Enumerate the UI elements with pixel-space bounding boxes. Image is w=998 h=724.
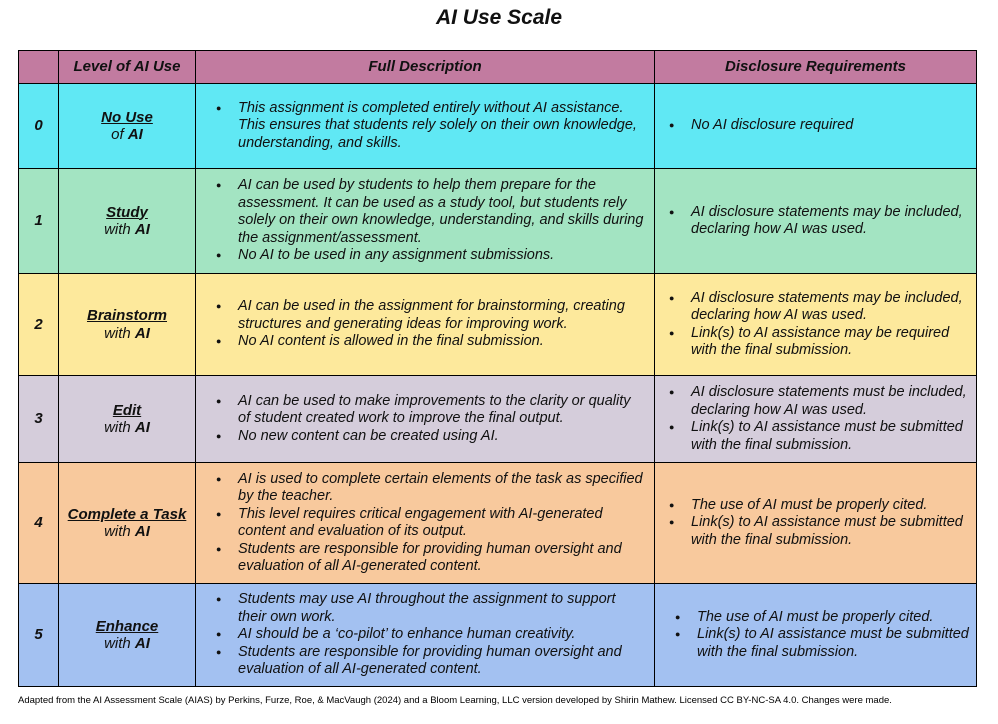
level-cell — [59, 169, 196, 274]
level-name: No Use — [101, 108, 153, 126]
description-cell — [196, 84, 655, 169]
list-item: ● No AI disclosure required — [655, 117, 976, 135]
level-prefix: of — [111, 126, 124, 143]
level-name: Brainstorm — [86, 307, 168, 324]
level-prefix: with — [104, 523, 131, 540]
level-prefix: with — [104, 324, 131, 342]
description-cell — [196, 463, 655, 584]
level-cell — [59, 274, 196, 376]
level-number: 1 — [19, 169, 59, 274]
level-cell — [59, 376, 196, 463]
table-row — [19, 274, 977, 376]
disclosure-cell — [655, 169, 977, 274]
list-item: ● This assignment is completed entirely without AI assistance. This ensures that students rely solely on their own knowledge, understanding, and skills. — [196, 100, 654, 153]
level-cell — [59, 584, 196, 687]
header-description: Full Description — [196, 51, 655, 84]
level-ai: AI — [134, 523, 150, 540]
list-item: ● AI is used to complete certain elements of the task as specified by the teacher. — [196, 471, 654, 506]
list-item: ● Students are responsible for providing human oversight and evaluation of all AI-generated content. — [196, 644, 654, 679]
header-level: Level of AI Use — [59, 51, 196, 84]
list-item: ● Link(s) to AI assistance must be submitted with the final submission. — [655, 419, 976, 454]
level-cell — [59, 463, 196, 584]
list-item: ● The use of AI must be properly cited. — [655, 609, 976, 627]
disclosure-cell — [655, 274, 977, 376]
level-ai: AI — [134, 419, 150, 436]
level-prefix: with — [104, 221, 131, 238]
list-item: ● No new content can be created using AI. — [196, 428, 654, 446]
level-ai: AI — [134, 324, 150, 342]
disclosure-cell — [655, 376, 977, 463]
table-row — [19, 376, 977, 463]
level-number: 2 — [19, 274, 59, 376]
level-ai: AI — [127, 126, 143, 143]
list-item: ● AI disclosure statements may be included, declaring how AI was used. — [655, 204, 976, 239]
list-item: ● AI can be used to make improvements to the clarity or quality of student created work to improve the final output. — [196, 393, 654, 428]
list-item: ● AI can be used by students to help them prepare for the assessment. It can be used as a study tool, but students rely solely on their own knowledge, understanding, and skills during the assignment/assessment. — [196, 177, 654, 247]
attribution-footer: Adapted from the AI Assessment Scale (AIAS) by Perkins, Furze, Roe, & MacVaugh (2024) and a Bloom Learning, LLC version developed by Shirin Mathew. Licensed CC BY-NC-SA 4.0. Changes were made. — [18, 695, 892, 706]
disclosure-cell — [655, 84, 977, 169]
table-row — [19, 84, 977, 169]
disclosure-cell — [655, 584, 977, 687]
description-cell — [196, 169, 655, 274]
table-header-row — [19, 51, 977, 84]
table-row — [19, 463, 977, 584]
level-prefix: with — [104, 635, 131, 652]
level-ai: AI — [134, 635, 150, 652]
table-row — [19, 169, 977, 274]
list-item: ● No AI content is allowed in the final submission. — [196, 333, 654, 351]
disclosure-cell — [655, 463, 977, 584]
list-item: ● AI should be a ‘co-pilot’ to enhance human creativity. — [196, 626, 654, 644]
table-row — [19, 584, 977, 687]
level-number: 3 — [19, 376, 59, 463]
description-cell — [196, 376, 655, 463]
list-item: ● No AI to be used in any assignment submissions. — [196, 247, 654, 265]
page-title: AI Use Scale — [435, 6, 563, 29]
list-item: ● The use of AI must be properly cited. — [655, 497, 976, 515]
list-item: ● AI disclosure statements must be included, declaring how AI was used. — [655, 384, 976, 419]
description-cell — [196, 274, 655, 376]
list-item: ● AI can be used in the assignment for brainstorming, creating structures and generating ideas for improving work. — [196, 298, 654, 333]
list-item: ● Link(s) to AI assistance must be submitted with the final submission. — [655, 514, 976, 549]
level-ai: AI — [134, 221, 150, 238]
level-cell — [59, 84, 196, 169]
list-item: ● Students are responsible for providing human oversight and evaluation of all AI-generated content. — [196, 541, 654, 576]
level-prefix: with — [104, 419, 131, 436]
header-num — [19, 51, 59, 84]
description-cell — [196, 584, 655, 687]
header-disclosure: Disclosure Requirements — [655, 51, 977, 84]
ai-use-scale-table — [18, 50, 977, 687]
level-name: Study — [106, 203, 148, 221]
level-name: Complete a Task — [67, 505, 187, 523]
level-number: 5 — [19, 584, 59, 687]
list-item: ● AI disclosure statements may be included, declaring how AI was used. — [655, 290, 976, 325]
level-number: 0 — [19, 84, 59, 169]
level-name: Enhance — [95, 617, 159, 635]
list-item: ● Link(s) to AI assistance may be required with the final submission. — [655, 325, 976, 360]
list-item: ● Students may use AI throughout the assignment to support their own work. — [196, 591, 654, 626]
level-number: 4 — [19, 463, 59, 584]
list-item: ● This level requires critical engagement with AI-generated content and evaluation of its output. — [196, 506, 654, 541]
list-item: ● Link(s) to AI assistance must be submitted with the final submission. — [655, 626, 976, 661]
level-name: Edit — [112, 401, 142, 419]
